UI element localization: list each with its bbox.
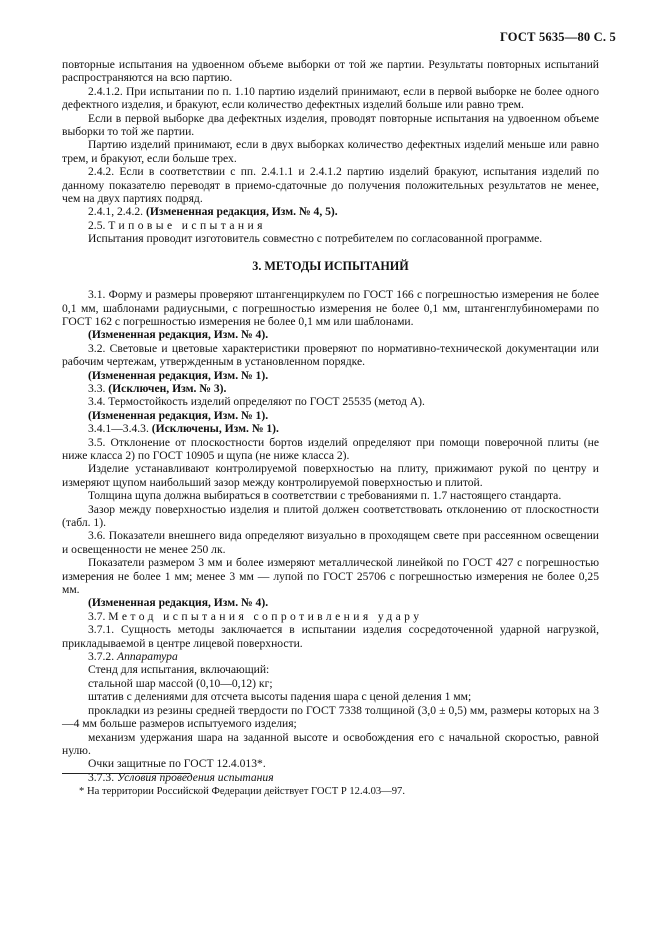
clause-number: 3.7.2. (88, 650, 115, 664)
clause-number: 3.4.1—3.4.3. (88, 422, 149, 436)
clause-number: 2.4.1, 2.4.2. (88, 205, 144, 219)
clause-number: 2.5. (88, 218, 106, 232)
paragraph: 3.1. Форму и размеры проверяют штангенциркулем по ГОСТ 166 с погрешностью измерения не более 0,1 мм, шаблонами радиусными, с погрешностью измерения не более 0,1 мм, штангенглубиномерами по ГОСТ 162 с погрешностью измерения не более 0,1 мм или шаблонами. (62, 288, 599, 328)
clause-heading (62, 219, 599, 232)
paragraph: Если в первой выборке два дефектных изделия, проводят повторные испытания на удвоенном объеме выборки то той же партии. (62, 111, 599, 139)
paragraph: 3.2. Световые и цветовые характеристики проверяют по нормативно-технической документации или рабочим чертежам, утвержденным в установленном порядке. (62, 341, 599, 369)
paragraph: Толщина щупа должна выбираться в соответствии с требованиями п. 1.7 настоящего стандарта. (88, 489, 562, 503)
paragraph: 3.6. Показатели внешнего вида определяют визуально в проходящем свете при рассеянном освещении и освещенности не менее 250 лк. (62, 529, 599, 556)
paragraph: Зазор между поверхностью изделия и плитой должен соответствовать отклонению от плоскостности (табл. 1). (62, 502, 599, 529)
paragraph: прокладки из резины средней твердости по ГОСТ 7338 толщиной (3,0 ± 0,5) мм, размеры которых на 3—4 мм больше размеров испытуемого изделия; (62, 703, 599, 731)
paragraph: Показатели размером 3 мм и более измеряют металлической линейкой по ГОСТ 427 с погрешностью измерения не более 1 мм; менее 3 мм — лупой по ГОСТ 25706 с погрешностью измерения не более 0,25 мм. (62, 556, 599, 597)
clause-title: Метод испытания сопротивления удару (108, 609, 423, 623)
excluded-clause (62, 382, 599, 395)
excluded-clause (62, 422, 599, 435)
footnote: * На территории Российской Федерации действует ГОСТ Р 12.4.03—97. (79, 786, 406, 797)
amendment-note: (Измененная редакция, Изм. № 1). (88, 408, 269, 422)
document-body (62, 58, 599, 784)
paragraph: 3.7.1. Сущность методы заключается в испытании изделия сосредоточенной ударной нагрузкой, прикладываемой в центре лицевой поверхности. (62, 623, 599, 650)
footnote-divider (62, 773, 190, 774)
clause-heading (62, 610, 599, 623)
clause-title: Типовые испытания (108, 218, 266, 232)
amendment-text: (Исключены, Изм. № 1). (151, 422, 279, 436)
paragraph: 3.5. Отклонение от плоскостности бортов изделий определяют при помощи поверочной плиты (не ниже класса 2) по ГОСТ 10905 и щупа (не ниже класса 2). (62, 435, 599, 462)
clause-title: Аппаратура (117, 650, 178, 664)
paragraph: 3.4. Термостойкость изделий определяют по ГОСТ 25535 (метод А). (88, 395, 425, 409)
paragraph: стальной шар массой (0,10—0,12) кг; (88, 676, 273, 690)
paragraph: Очки защитные по ГОСТ 12.4.013*. (88, 757, 266, 771)
clause-number: 3.3. (88, 381, 106, 395)
paragraph: Партию изделий принимают, если в двух выборках количество дефектных изделий меньше или равно трем, и бракуют, если больше трех. (62, 138, 599, 165)
clause-title: Условия проведения испытания (117, 770, 274, 784)
clause-number: 3.7. (88, 609, 106, 623)
amendment-note: (Измененная редакция, Изм. № 4). (88, 328, 269, 342)
paragraph: повторные испытания на удвоенном объеме выборки от той же партии. Результаты повторных испытаний распространяются на всю партию. (62, 58, 599, 85)
amendment-text: (Исключен, Изм. № 3). (108, 381, 227, 395)
paragraph: Стенд для испытания, включающий: (88, 663, 270, 677)
paragraph: Изделие устанавливают контролируемой поверхностью на плиту, прижимают рукой по центру и измеряют щупом наибольший зазор между контролируемой поверхностью и плитой. (62, 462, 599, 489)
amendment-note: (Измененная редакция, Изм. № 4). (88, 596, 269, 610)
clause-number: 3.7.3. (88, 770, 115, 784)
clause-heading (62, 650, 599, 663)
amendment-note: (Измененная редакция, Изм. № 1). (88, 368, 269, 382)
page-header: ГОСТ 5635—80 С. 5 (499, 30, 616, 44)
section-heading: 3. МЕТОДЫ ИСПЫТАНИЙ (252, 258, 409, 273)
amendment-text: (Измененная редакция, Изм. № 4, 5). (145, 205, 338, 219)
paragraph: 2.4.2. Если в соответствии с пп. 2.4.1.1 и 2.4.1.2 партию изделий бракуют, испытания изделий по данному показателю переводят в приемо-сдаточные до получения положительных результатов не менее, чем на двух партиях подряд. (62, 165, 599, 206)
paragraph: 2.4.1.2. При испытании по п. 1.10 партию изделий принимают, если в первой выборке не более одного дефектного изделия, и бракуют, если количество дефектных изделий больше или равно трем. (62, 84, 599, 112)
paragraph: механизм удержания шара на заданной высоте и освобождения его с начальной скоростью, равной нулю. (62, 730, 599, 757)
paragraph: штатив с делениями для отсчета высоты падения шара с ценой деления 1 мм; (88, 690, 472, 704)
paragraph: Испытания проводит изготовитель совместно с потребителем по согласованной программе. (88, 232, 543, 246)
amendment-note (62, 205, 599, 218)
